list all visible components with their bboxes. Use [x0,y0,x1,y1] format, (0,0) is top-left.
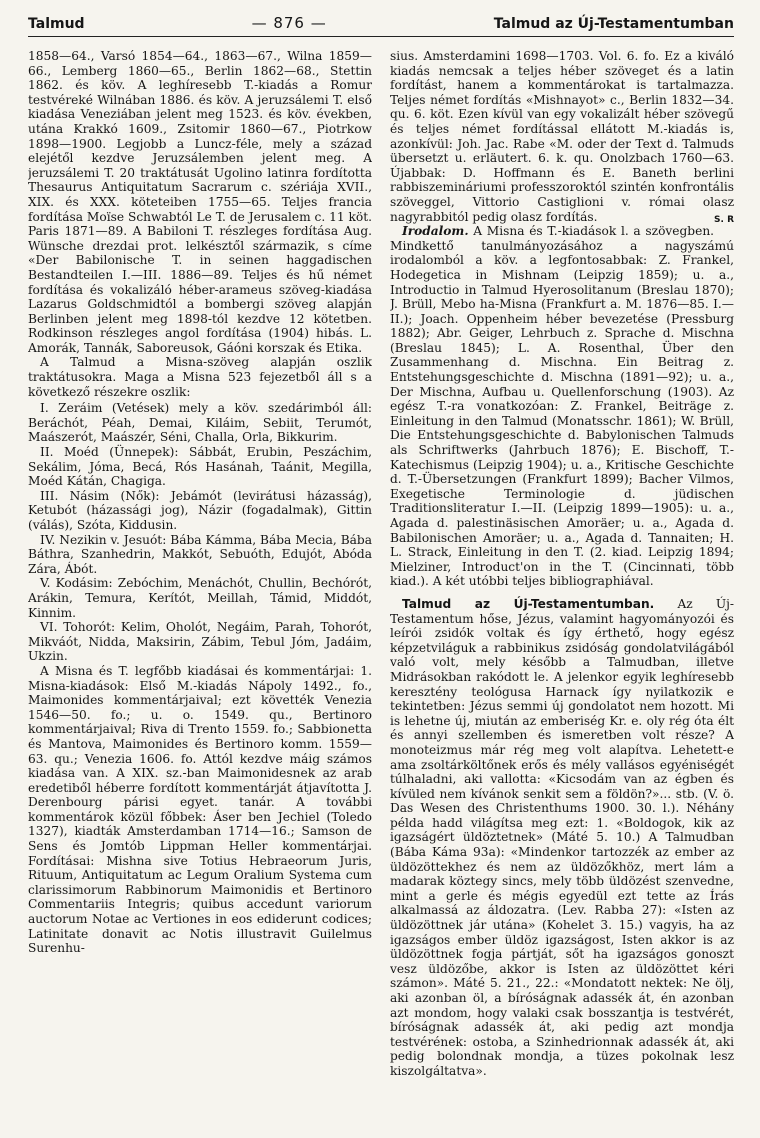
header-right: Talmud az Új-Testamentumban [493,16,734,32]
order-tohorot: VI. Tohorót: Kelim, Oholót, Negáim, Parah, Tohorót, Mikváót, Nidda, Maksirin, Zábim, Tebul Jóm, Jadáim, Ukzin. [28,620,372,664]
author-signature: S. R [714,214,734,225]
page-number: — 876 — [251,14,327,32]
literature-label: Irodalom. [402,224,469,239]
running-header [28,14,734,37]
two-column-body [28,49,734,1129]
header-left: Talmud [28,16,85,32]
paragraph-structure: A Talmud a Misna-szöveg alapján oszlik traktátusokra. Maga a Misna 523 fejezetből áll s a következő részekre oszlik: [28,355,372,399]
continuation-text: sius. Amsterdamini 1698—1703. Vol. 6. fo. Ez a kiváló kiadás nemcsak a teljes héber szöveget és a latin fordítást, hanem a kommentárokat is tartalmazza. Teljes német fordítás «Mishnayot» c., Berlin 1832—34. qu. 6. köt. Ezen kívül van egy vokalizált héber szövegű és teljes német fordítással ellátott M.-kiadás is, azonkívül: Joh. Jac. Rabe «M. oder der Text d. Talmuds übersetzt u. erläutert. 6. k. qu. Onolzbach 1760—63. Újabbak: D. Hoffmann és E. Baneth berlini rabbiszemináriumi professzoroktól szintén konfrontális szöveggel, Vittorio Castiglioni v. római olasz nagyrabbitól pedig olasz fordítás. [390,49,734,224]
left-column [28,49,372,1129]
section-text: Az Új-Testamentum hőse, Jézus, valamint hagyományozói és leírói zsidók voltak és így érthető, hogy egész képzetviláguk a rabbinikus zsidóság gondolatvilágából való volt, mely később a Talmudban, illetve Midrásokban rakódott le. A jelenkor egyik leghíresebb keresztény teológusa Harnack így nyilatkozik e tekintetben: Jézus semmi új gondolatot nem hozott. Mi is lehetne új, miután az emberiség Kr. e. oly rég óta élt és annyi szellemben és ismeretben volt része? A monoteizmus már rég meg volt alapítva. Lehetett-e ama zsoltárköltőnek erős és mély vallásos egyéniségét túlhaladni, aki vallotta: «Kicsodám van az égben és kívüled nem kívánok senkit sem a földön?»... stb. (V. ö. Das Wesen des Christenthums 1900. 30. l.). Néhány példa hadd világítsa meg ezt: 1. «Boldogok, kik az igazságért üldöztetnek» (Máté 5. 10.) A Talmudban (Bába Káma 93a): «Mindenkor tartozzék az ember az üldözöttekhez és nem az üldözőkhöz, mert lám a madarak köztegy sincs, mely több üldözést szenvedne, mint a gerle és mégis egyedül ezt tette az Írás alkalmassá az áldozatra. (Lev. Rabba 27): «Isten az üldözöttnek jár utána» (Kohelet 3. 15.) vagyis, ha az igazságos ember üldöz igazságost, Isten akkor is az üldözöttnek fogja pártját, sőt ha igazságos gonoszt vesz üldözőbe, akkor is Isten az üldözöttet kéri számon». Máté 5. 21., 22.: «Mondatott nektek: Ne ölj, aki azonban öl, a bíróságnak adassék át, én azonban azt mondom, hogy valaki csak bosszantja is testvérét, bíróságnak adassék át, aki pedig azt mondja testvérének: ostoba, a Szinhedrionnak adassék át, aki pedig bolondnak mondja, a tüzes pokolnak lesz kiszolgáltatva». [390,596,734,1078]
right-column [390,49,734,1129]
section-title: Talmud az Új-Testamentumban. [402,596,655,611]
literature-block [390,224,734,589]
order-nezikin: IV. Nezikin v. Jesuót: Bába Kámma, Bába Mecia, Bába Báthra, Szanhedrin, Makkót, Sebuóth, Edujót, Abóda Zára, Ábót. [28,532,372,576]
paragraph-continuation [390,49,734,224]
section-new-testament [390,597,734,1079]
order-kodasim: V. Kodásim: Zebóchim, Menáchót, Chullin, Bechórót, Arákin, Temura, Kerítót, Meillah, Támid, Middót, Kinnim. [28,576,372,620]
literature-text: A Misna és T.-kiadások l. a szövegben. Mindkettő tanulmányozásához a nagyszámú irodalomból a köv. a legfontosabbak: Z. Frankel, Hodegetica in Mishnam (Leipzig 1859); u. a., Introductio in Talmud Hyerosolitanum (Breslau 1870); J. Brüll, Mebo ha-Misna (Frankfurt a. M. 1876—85. I.—II.); Joach. Oppenheim héber bevezetése (Pressburg 1882); Abr. Geiger, Lehrbuch z. Sprache d. Mischna (Breslau 1845); L. A. Rosenthal, Über den Zusammenhang d. Mischna. Ein Beitrag z. Entstehungsgeschichte d. Mischna (1891—92); u. a., Der Mischna, Aufbau u. Quellenforschung (1903). Az egész T.-ra vonatkozóan: Z. Frankel, Beiträge z. Einleitung in den Talmud (Monatsschr. 1861); W. Brüll, Die Entstehungsgeschichte d. Babylonischen Talmuds als Schriftwerks (Jahrbuch 1876); E. Bischoff, T.-Katechismus (Leipzig 1904); u. a., Kritische Geschichte d. T.-Übersetzungen (Frankfurt 1899); Bacher Vilmos, Exegetische Terminologie d. jüdischen Traditionsliteratur I.—II. (Leipzig 1899—1905): u. a., Agada d. palestinäsischen Amoräer; u. a., Agada d. Babilonischen Amoräer; u. a., Agada d. Tannaiten; H. L. Strack, Einleitung in den T. (2. kiad. Leipzig 1894; Mielziner, Introduct'on in the T. (Cincinnati, több kiad.). A két utóbbi teljes bibliographiával. [390,224,734,589]
order-nasim: III. Násim (Nők): Jebámót (levirátusi házasság), Ketubót (házassági jog), Názir (fogadalmak), Gittin (válás), Szóta, Kiddusin. [28,488,372,532]
paragraph-editions: 1858—64., Varsó 1854—64., 1863—67., Wilna 1859—66., Lemberg 1860—65., Berlin 1862—68., Stettin 1862. és köv. A leghíresebb T.-kiadás a Romur testvéreké Wilnában 1886. és köv. A jeruzsálemi T. első kiadása Veneziában jelent meg 1523. és köv. években, utána Krakkó 1609., Zsitomir 1860—67., Piotrkow 1898—1900. Legjobb a Luncz-féle, mely a század elejétől kezdve Jeruzsálemben jelent meg. A jeruzsálemi T. 20 traktátusát Ugolino latinra fordította Thesaurus Antiquitatum Sacrarum c. szériája XVII., XIX. és XXX. köteteiben 1755—65. Teljes francia fordítása Moïse Schwabtól Le T. de Jerusalem c. 11 köt. Paris 1871—89. A Babiloni T. részleges fordítása Aug. Wünsche drezdai prot. lelkésztől származik, s címe «Der Babilonische T. in seinen haggadischen Bestandteilen I.—III. 1886—89. Teljes és hű német fordítása és vokalizáló héber-arameus szöveg-kiadása Lazarus Goldschmidtól a bombergi szöveg alapján Berlinben jelent meg 1898-tól kezdve 12 kötetben. Rodkinson részleges angol fordítása (1904) hibás. L. Amorák, Tannák, Saboreusok, Gáóni korszak és Etika. [28,49,372,355]
paragraph-commentaries: A Misna és T. legfőbb kiadásai és kommentárjai: 1. Misna-kiadások: Első M.-kiadás Nápoly 1492., fo., Maimonides kommentárjaival; ezt követték Venezia 1546—50. fo.; u. o. 1549. qu., Bertinoro kommentárjaival; Riva di Trento 1559. fo.; Sabbionetta és Mantova, Maimonides és Bertinoro komm. 1559—63. qu.; Venezia 1606. fo. Attól kezdve máig számos kiadása van. A XIX. sz.-ban Maimonidesnek az arab eredetiből héberre fordított kommentárját átjavította J. Derenbourg párisi egyet. tanár. A további kommentárok közül főbbek: Áser ben Jechiel (Toledo 1327), kiadták Amsterdamban 1714—16.; Samson de Sens és Jomtób Lippman Heller kommentárjai. Fordításai: Mishna sive Totius Hebraeorum Juris, Rituum, Antiquitatum ac Legum Oralium Systema cum clarissimorum Rabbinorum Maimonidis et Bertinoro Commentariis Integris; quibus accedunt variorum auctorum Notae ac Vertiones in eos ediderunt codices; Latinitate donavit ac Notis illustravit Guilelmus Surenhu- [28,663,372,956]
order-zeraim: I. Zeráim (Vetések) mely a köv. szedárimból áll: Beráchót, Péah, Demai, Kiláim, Sebiit, Terumót, Maászerót, Maászér, Séni, Challa, Orla, Bikkurim. [28,401,372,445]
order-moed: II. Moéd (Ünnepek): Sábbát, Erubin, Peszáchim, Sekálim, Jóma, Becá, Rós Hasánah, Taánit, Megilla, Moéd Kátán, Chagiga. [28,445,372,489]
